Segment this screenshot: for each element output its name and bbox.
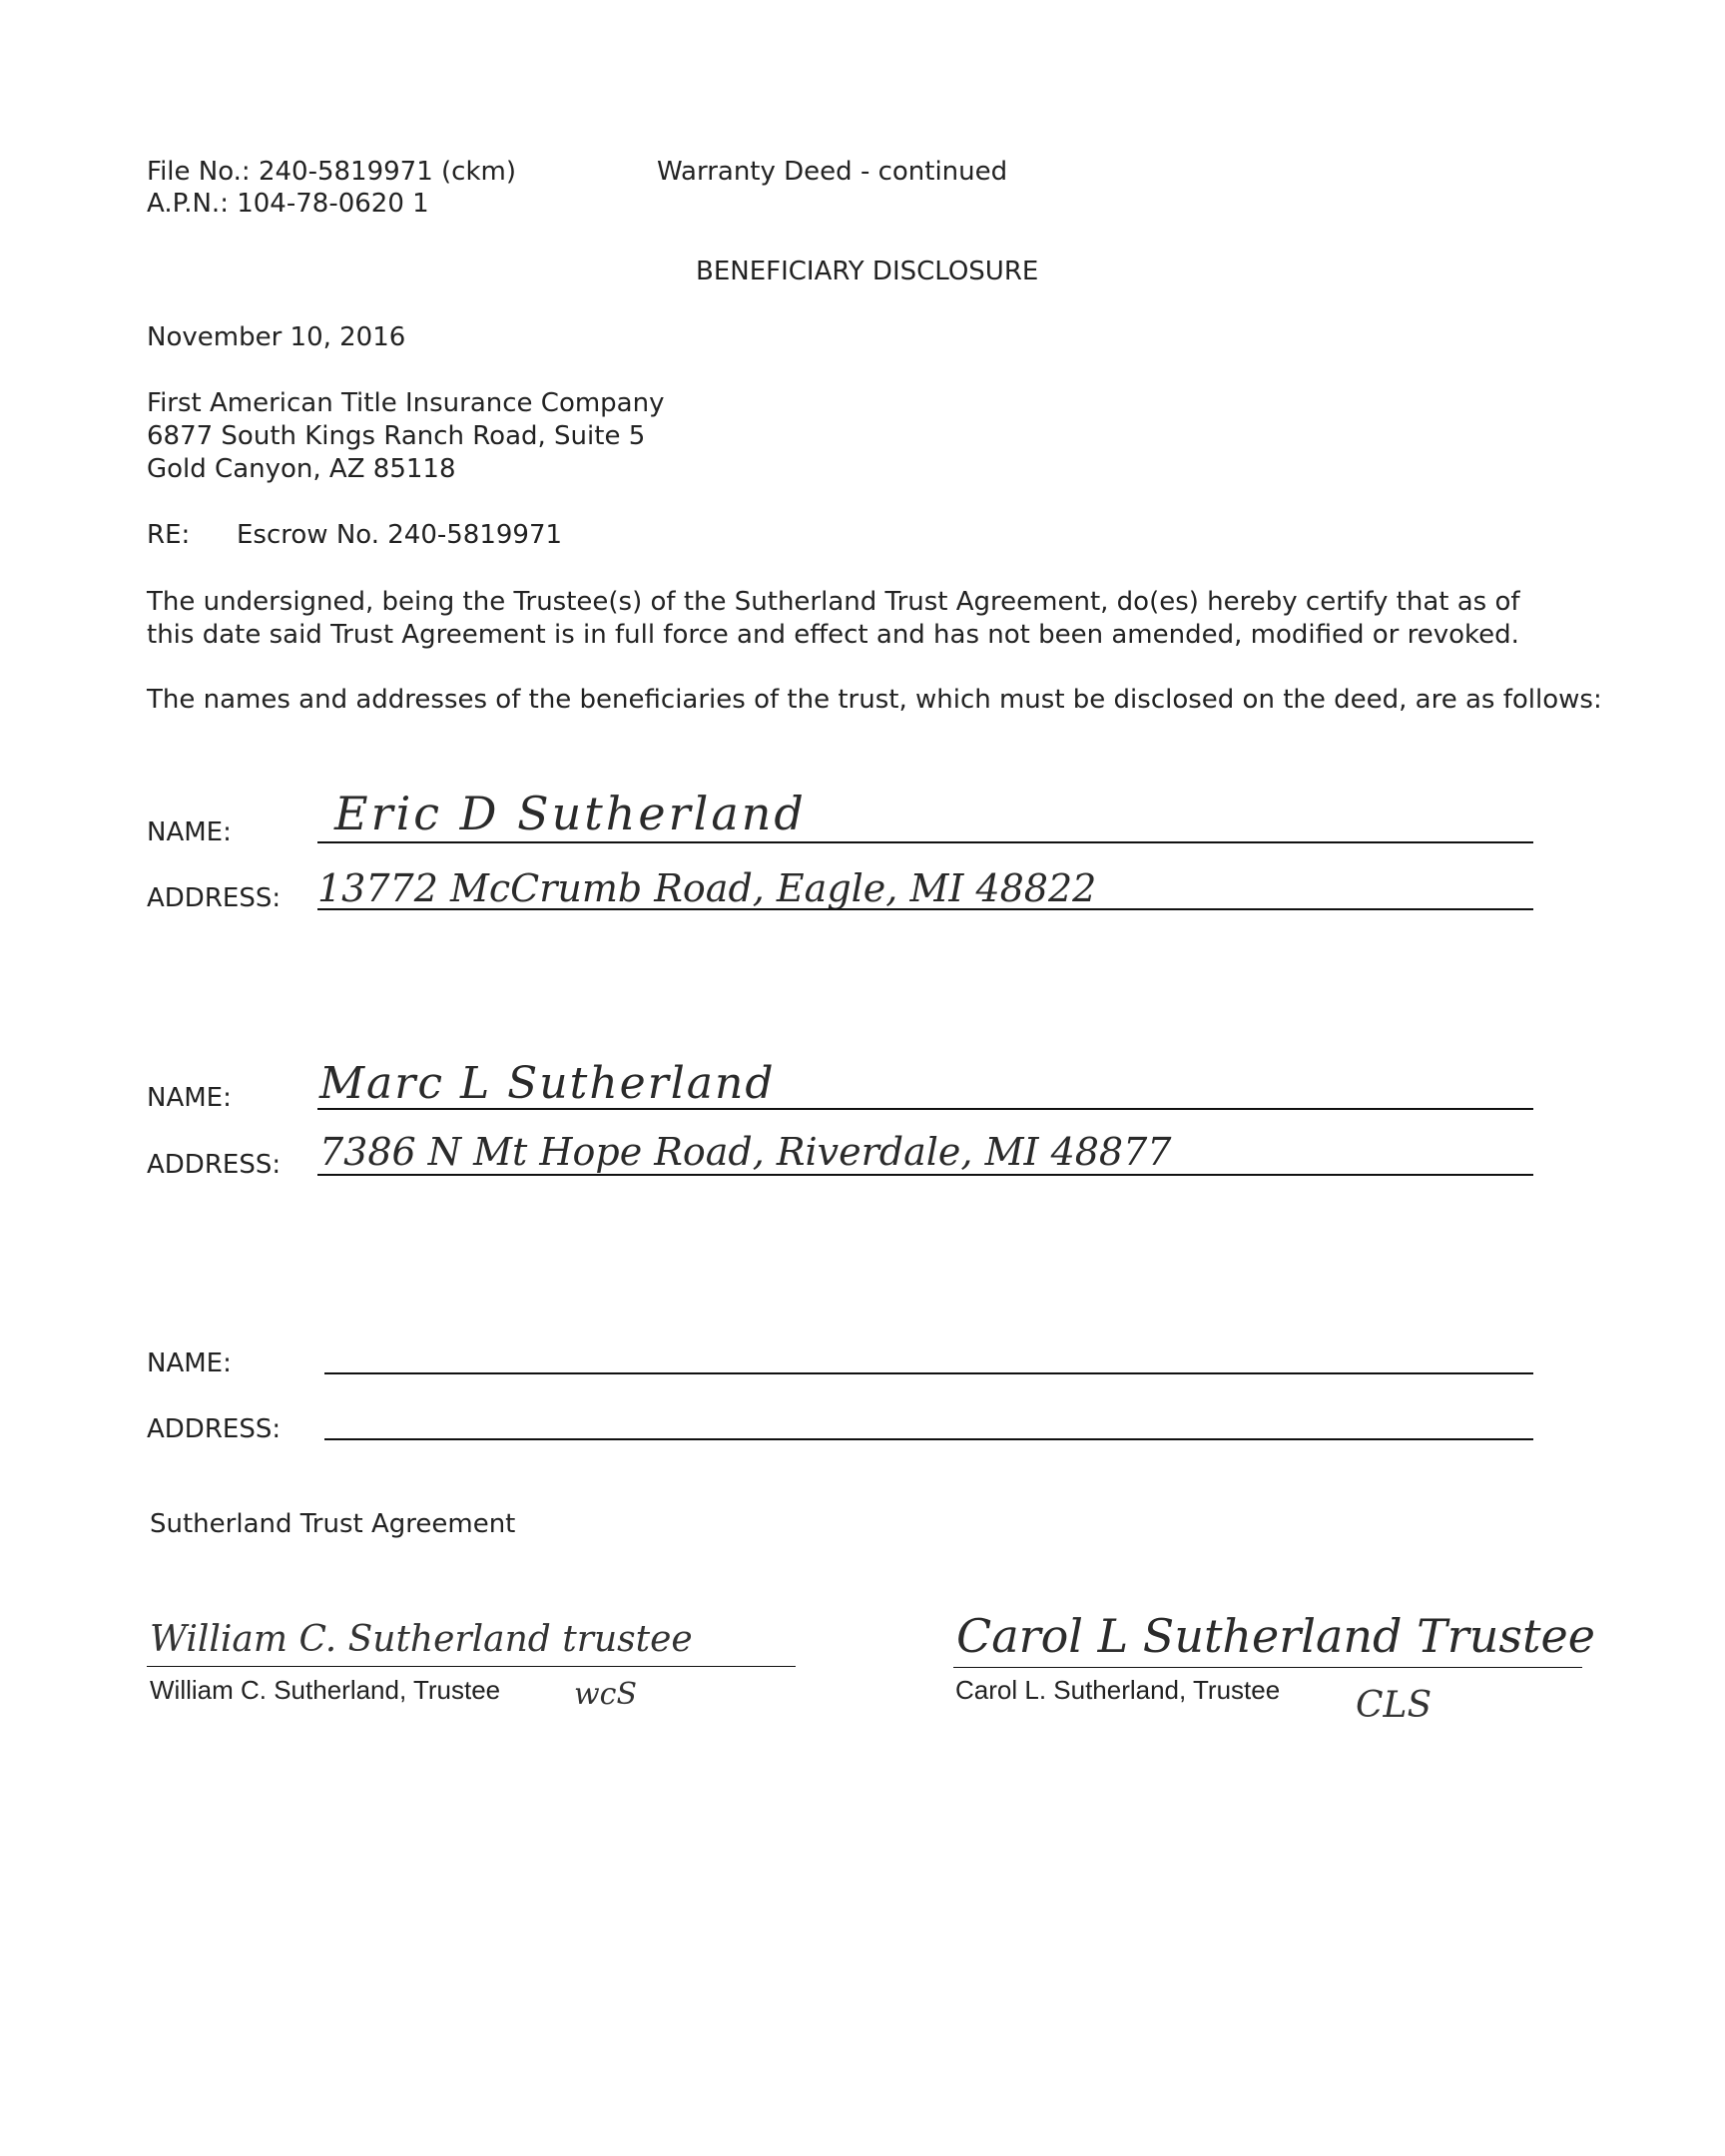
handwritten-signature: William C. Sutherland trustee [150, 1619, 693, 1660]
address-label: ADDRESS: [147, 1414, 282, 1444]
page-title: BENEFICIARY DISCLOSURE [696, 257, 1039, 286]
address-line [317, 908, 1533, 910]
document-type: Warranty Deed - continued [657, 157, 1008, 187]
recipient-street: 6877 South Kings Ranch Road, Suite 5 [147, 421, 646, 451]
signer-initials: CLS [1356, 1685, 1433, 1726]
name-line [317, 1108, 1533, 1110]
certification-paragraph: The undersigned, being the Trustee(s) of the Sutherland Trust Agreement, do(es) hereby certify that as of this date said Trust Agreement is in full force and effect and has not been amended, modified or revoked. [147, 587, 1520, 650]
signer-printed-name: William C. Sutherland, Trustee [150, 1675, 501, 1705]
name-label: NAME: [147, 817, 232, 847]
handwritten-signature: Carol L Sutherland Trustee [956, 1609, 1595, 1663]
name-line [317, 841, 1533, 843]
address-line [317, 1174, 1533, 1176]
beneficiary-name: Eric D Sutherland [334, 787, 807, 840]
re-escrow-number: Escrow No. 240-5819971 [237, 520, 563, 550]
recipient-company: First American Title Insurance Company [147, 388, 665, 418]
letter-date: November 10, 2016 [147, 322, 406, 352]
address-label: ADDRESS: [147, 883, 282, 913]
beneficiaries-intro: The names and addresses of the beneficiaries of the trust, which must be disclosed on the deed, are as follows: [147, 685, 1602, 715]
beneficiary-address: 13772 McCrumb Road, Eagle, MI 48822 [317, 866, 1097, 910]
name-label: NAME: [147, 1083, 232, 1113]
signature-line [147, 1666, 796, 1667]
apn-number: A.P.N.: 104-78-0620 1 [147, 189, 429, 219]
re-label: RE: [147, 520, 191, 550]
signature-line [953, 1667, 1582, 1668]
file-number: File No.: 240-5819971 (ckm) [147, 157, 516, 187]
address-label: ADDRESS: [147, 1150, 282, 1180]
beneficiary-address: 7386 N Mt Hope Road, Riverdale, MI 48877 [319, 1130, 1172, 1174]
trust-name: Sutherland Trust Agreement [150, 1509, 516, 1539]
signer-printed-name: Carol L. Sutherland, Trustee [955, 1675, 1281, 1705]
beneficiary-name: Marc L Sutherland [319, 1058, 776, 1109]
signer-initials: wcS [574, 1677, 638, 1712]
recipient-city: Gold Canyon, AZ 85118 [147, 454, 456, 484]
name-line [324, 1372, 1533, 1374]
name-label: NAME: [147, 1348, 232, 1378]
address-line [324, 1438, 1533, 1440]
